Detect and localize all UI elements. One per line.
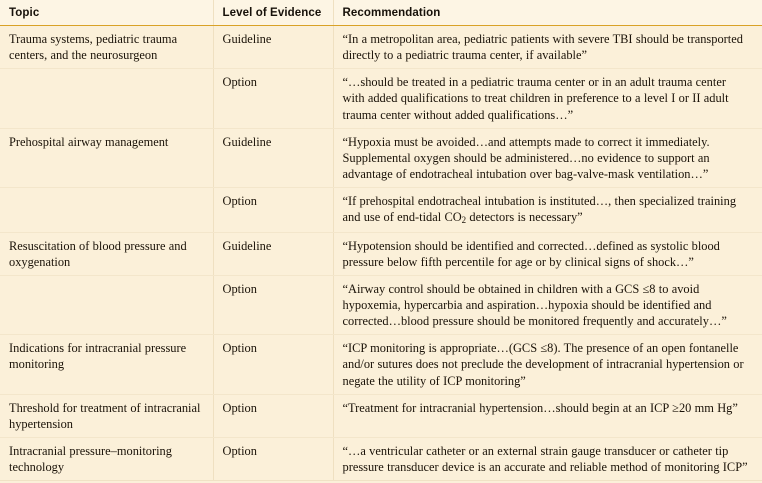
- table-row: [0, 394, 762, 437]
- cell-topic: Intracranial pressure–monitoring technology: [0, 437, 213, 480]
- cell-level-of-evidence: Option: [213, 437, 333, 480]
- cell-topic: Threshold for treatment of intracranial hypertension: [0, 394, 213, 437]
- recommendation-text-pre: “If prehospital endotracheal intubation is instituted…, then specialized training and use of end-tidal CO: [342, 194, 737, 225]
- cell-topic: Prehospital airway management: [0, 128, 213, 187]
- table-row: [0, 232, 762, 275]
- cell-recommendation: “Hypoxia must be avoided…and attempts made to correct it immediately. Supplemental oxygen should be administered…no evidence to support an advantage of endotracheal intubation over bag-valve-mask ventilation…”: [333, 128, 762, 187]
- cell-level-of-evidence: Option: [213, 69, 333, 128]
- table-row: [0, 128, 762, 187]
- cell-level-of-evidence: Option: [213, 394, 333, 437]
- table-row: [0, 188, 762, 233]
- cell-level-of-evidence: Guideline: [213, 26, 333, 69]
- cell-level-of-evidence: Option: [213, 188, 333, 233]
- cell-topic: Trauma systems, pediatric trauma centers, and the neurosurgeon: [0, 26, 213, 69]
- cell-recommendation: “Airway control should be obtained in children with a GCS ≤8 to avoid hypoxemia, hypercarbia and aspiration…hypoxia should be identified and corrected…blood pressure should be monitored frequently and accurately…”: [333, 275, 762, 334]
- cell-topic: [0, 69, 213, 128]
- cell-recommendation: “In a metropolitan area, pediatric patients with severe TBI should be transported directly to a pediatric trauma center, if available”: [333, 26, 762, 69]
- table-row: [0, 275, 762, 334]
- cell-recommendation: “ICP monitoring is appropriate…(GCS ≤8). The presence of an open fontanelle and/or sutures does not preclude the development of intracranial hypertension or negate the utility of ICP monitoring”: [333, 335, 762, 394]
- table-body: [0, 26, 762, 481]
- cell-level-of-evidence: Option: [213, 335, 333, 394]
- cell-level-of-evidence: Guideline: [213, 128, 333, 187]
- table-header: [0, 0, 762, 26]
- column-header-recommendation: Recommendation: [333, 0, 762, 26]
- cell-recommendation: “…should be treated in a pediatric trauma center or in an adult trauma center with added qualifications to treat children in preference to a level I or II adult trauma center without added qualifications…”: [333, 69, 762, 128]
- subscript-two: 2: [461, 215, 467, 226]
- column-header-level-of-evidence: Level of Evidence: [213, 0, 333, 26]
- cell-topic: [0, 275, 213, 334]
- cell-topic: Resuscitation of blood pressure and oxygenation: [0, 232, 213, 275]
- column-header-topic: Topic: [0, 0, 213, 26]
- table-row: [0, 437, 762, 480]
- cell-level-of-evidence: Guideline: [213, 232, 333, 275]
- table-row: [0, 335, 762, 394]
- table-header-row: [0, 0, 762, 26]
- cell-recommendation: “Treatment for intracranial hypertension…should begin at an ICP ≥20 mm Hg”: [333, 394, 762, 437]
- recommendation-text-post: detectors is necessary”: [466, 210, 583, 225]
- cell-recommendation: [333, 188, 762, 233]
- table-row: [0, 26, 762, 69]
- cell-level-of-evidence: Option: [213, 275, 333, 334]
- table-row: [0, 69, 762, 128]
- cell-topic: Indications for intracranial pressure monitoring: [0, 335, 213, 394]
- cell-recommendation: “Hypotension should be identified and corrected…defined as systolic blood pressure below fifth percentile for age or by clinical signs of shock…”: [333, 232, 762, 275]
- cell-topic: [0, 188, 213, 233]
- cell-recommendation: “…a ventricular catheter or an external strain gauge transducer or catheter tip pressure transducer device is an accurate and reliable method of monitoring ICP”: [333, 437, 762, 480]
